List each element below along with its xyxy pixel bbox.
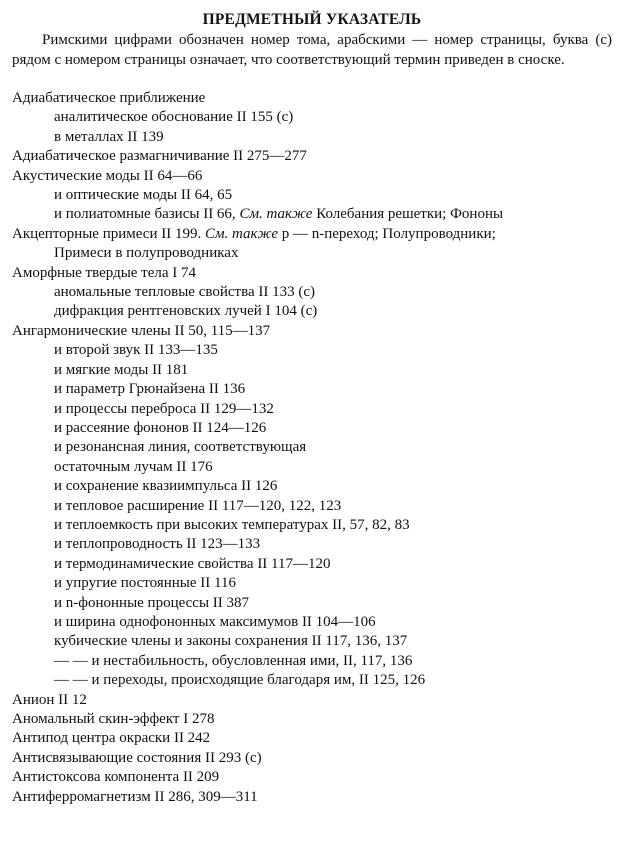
entry-text: — — и переходы, происходящие благодаря им, II 125, 126 [54,672,426,689]
entry-text: Ангармонические члены II 50, 115—137 [12,322,271,339]
index-term [12,710,612,729]
index-subterm [12,400,612,419]
index-term [12,147,612,166]
index-term-continuation [12,244,612,263]
entry-text: Акцепторные примеси II 199. [12,225,205,242]
entry-text: и теплопроводность II 123—133 [54,536,261,553]
entry-text: аномальные тепловые свойства II 133 (с) [54,284,316,301]
index-subterm [12,594,612,613]
entry-text: и рассеяние фононов II 124—126 [54,419,267,436]
index-term [12,729,612,748]
entry-text: и оптические моды II 64, 65 [54,187,233,204]
entry-text: Аномальный скин-эффект I 278 [12,711,215,727]
index-subterm [12,205,612,224]
index-subterm [12,186,612,205]
index-subterm [12,419,612,438]
entry-text: Адиабатическое размагничивание II 275—277 [12,148,307,165]
index-subterm [12,574,612,593]
entry-text: и сохранение квазиимпульса II 126 [54,478,278,495]
entry-text: Акустические моды II 64—66 [12,167,203,184]
index-entries [12,89,612,807]
entry-text: Колебания решетки; Фононы [312,206,504,223]
index-term [12,749,612,768]
index-subterm [12,458,612,477]
entry-text: Антипод центра окраски II 242 [12,730,211,747]
index-term [12,89,612,108]
cross-reference-label: См. также [204,225,278,242]
index-subterm [12,613,612,632]
entry-text: и n-фононные процессы II 387 [54,594,250,611]
index-term [12,768,612,787]
index-subterm [12,341,612,360]
index-subterm [12,516,612,535]
entry-text: Анион II 12 [12,691,87,708]
cross-reference-label: См. также [239,206,313,223]
entry-text: и процессы переброса II 129—132 [54,400,274,417]
index-subterm [12,380,612,399]
entry-text: и второй звук II 133—135 [54,342,218,359]
entry-text: Антистоксова компонента II 209 [12,769,220,786]
index-subterm [12,128,612,147]
index-subterm [12,108,612,127]
entry-text: и упругие постоянные II 116 [54,575,236,592]
index-term [12,691,612,710]
entry-text: и мягкие моды II 181 [54,361,189,378]
page-title: ПРЕДМЕТНЫЙ УКАЗАТЕЛЬ [202,11,422,28]
index-subterm [12,477,612,496]
index-term [12,167,612,186]
entry-text: Аморфные твердые тела I 74 [12,264,197,281]
entry-text: и термодинамические свойства II 117—120 [54,555,331,572]
entry-text: кубические члены и законы сохранения II 117, 136, 137 [54,633,408,650]
entry-text: и ширина однофононных максимумов II 104—106 [54,613,376,630]
entry-text: и резонансная линия, соответствующая [54,439,307,456]
index-term [12,264,612,283]
index-subterm [12,302,612,321]
entry-text: дифракция рентгеновских лучей I 104 (с) [54,303,318,320]
index-subterm [12,652,612,671]
entry-text: и тепловое расширение II 117—120, 122, 123 [54,497,342,514]
entry-text: и полиатомные базисы II 66, [54,206,240,223]
entry-text: аналитическое обоснование II 155 (с) [54,109,294,126]
intro-paragraph: Римскими цифрами обозначен номер тома, арабскими — номер страницы, буква (с) рядом с номером страницы означает, что соответствующий термин приведен в сноске. [12,32,612,68]
entry-text: и параметр Грюнайзена II 136 [54,381,246,398]
index-subterm [12,632,612,651]
index-subterm [12,361,612,380]
entry-text: в металлах II 139 [54,128,164,145]
entry-text: p — n-переход; Полупроводники; [278,225,496,242]
index-term [12,322,612,341]
entry-text: Примеси в полупроводниках [54,245,239,262]
entry-text: Антиферромагнетизм II 286, 309—311 [12,788,258,805]
entry-text: — — и нестабильность, обусловленная ими, II, 117, 136 [54,652,413,669]
entry-text: Антисвязывающие состояния II 293 (с) [12,749,262,766]
index-subterm [12,283,612,302]
entry-text: Адиабатическое приближение [12,90,206,106]
index-term [12,225,612,244]
index-subterm [12,497,612,516]
index-subterm [12,555,612,574]
index-term [12,788,612,807]
index-subterm [12,535,612,554]
index-subterm [12,438,612,457]
index-subterm [12,671,612,690]
entry-text: и теплоемкость при высоких температурах II, 57, 82, 83 [54,516,410,533]
entry-text: остаточным лучам II 176 [54,458,213,475]
